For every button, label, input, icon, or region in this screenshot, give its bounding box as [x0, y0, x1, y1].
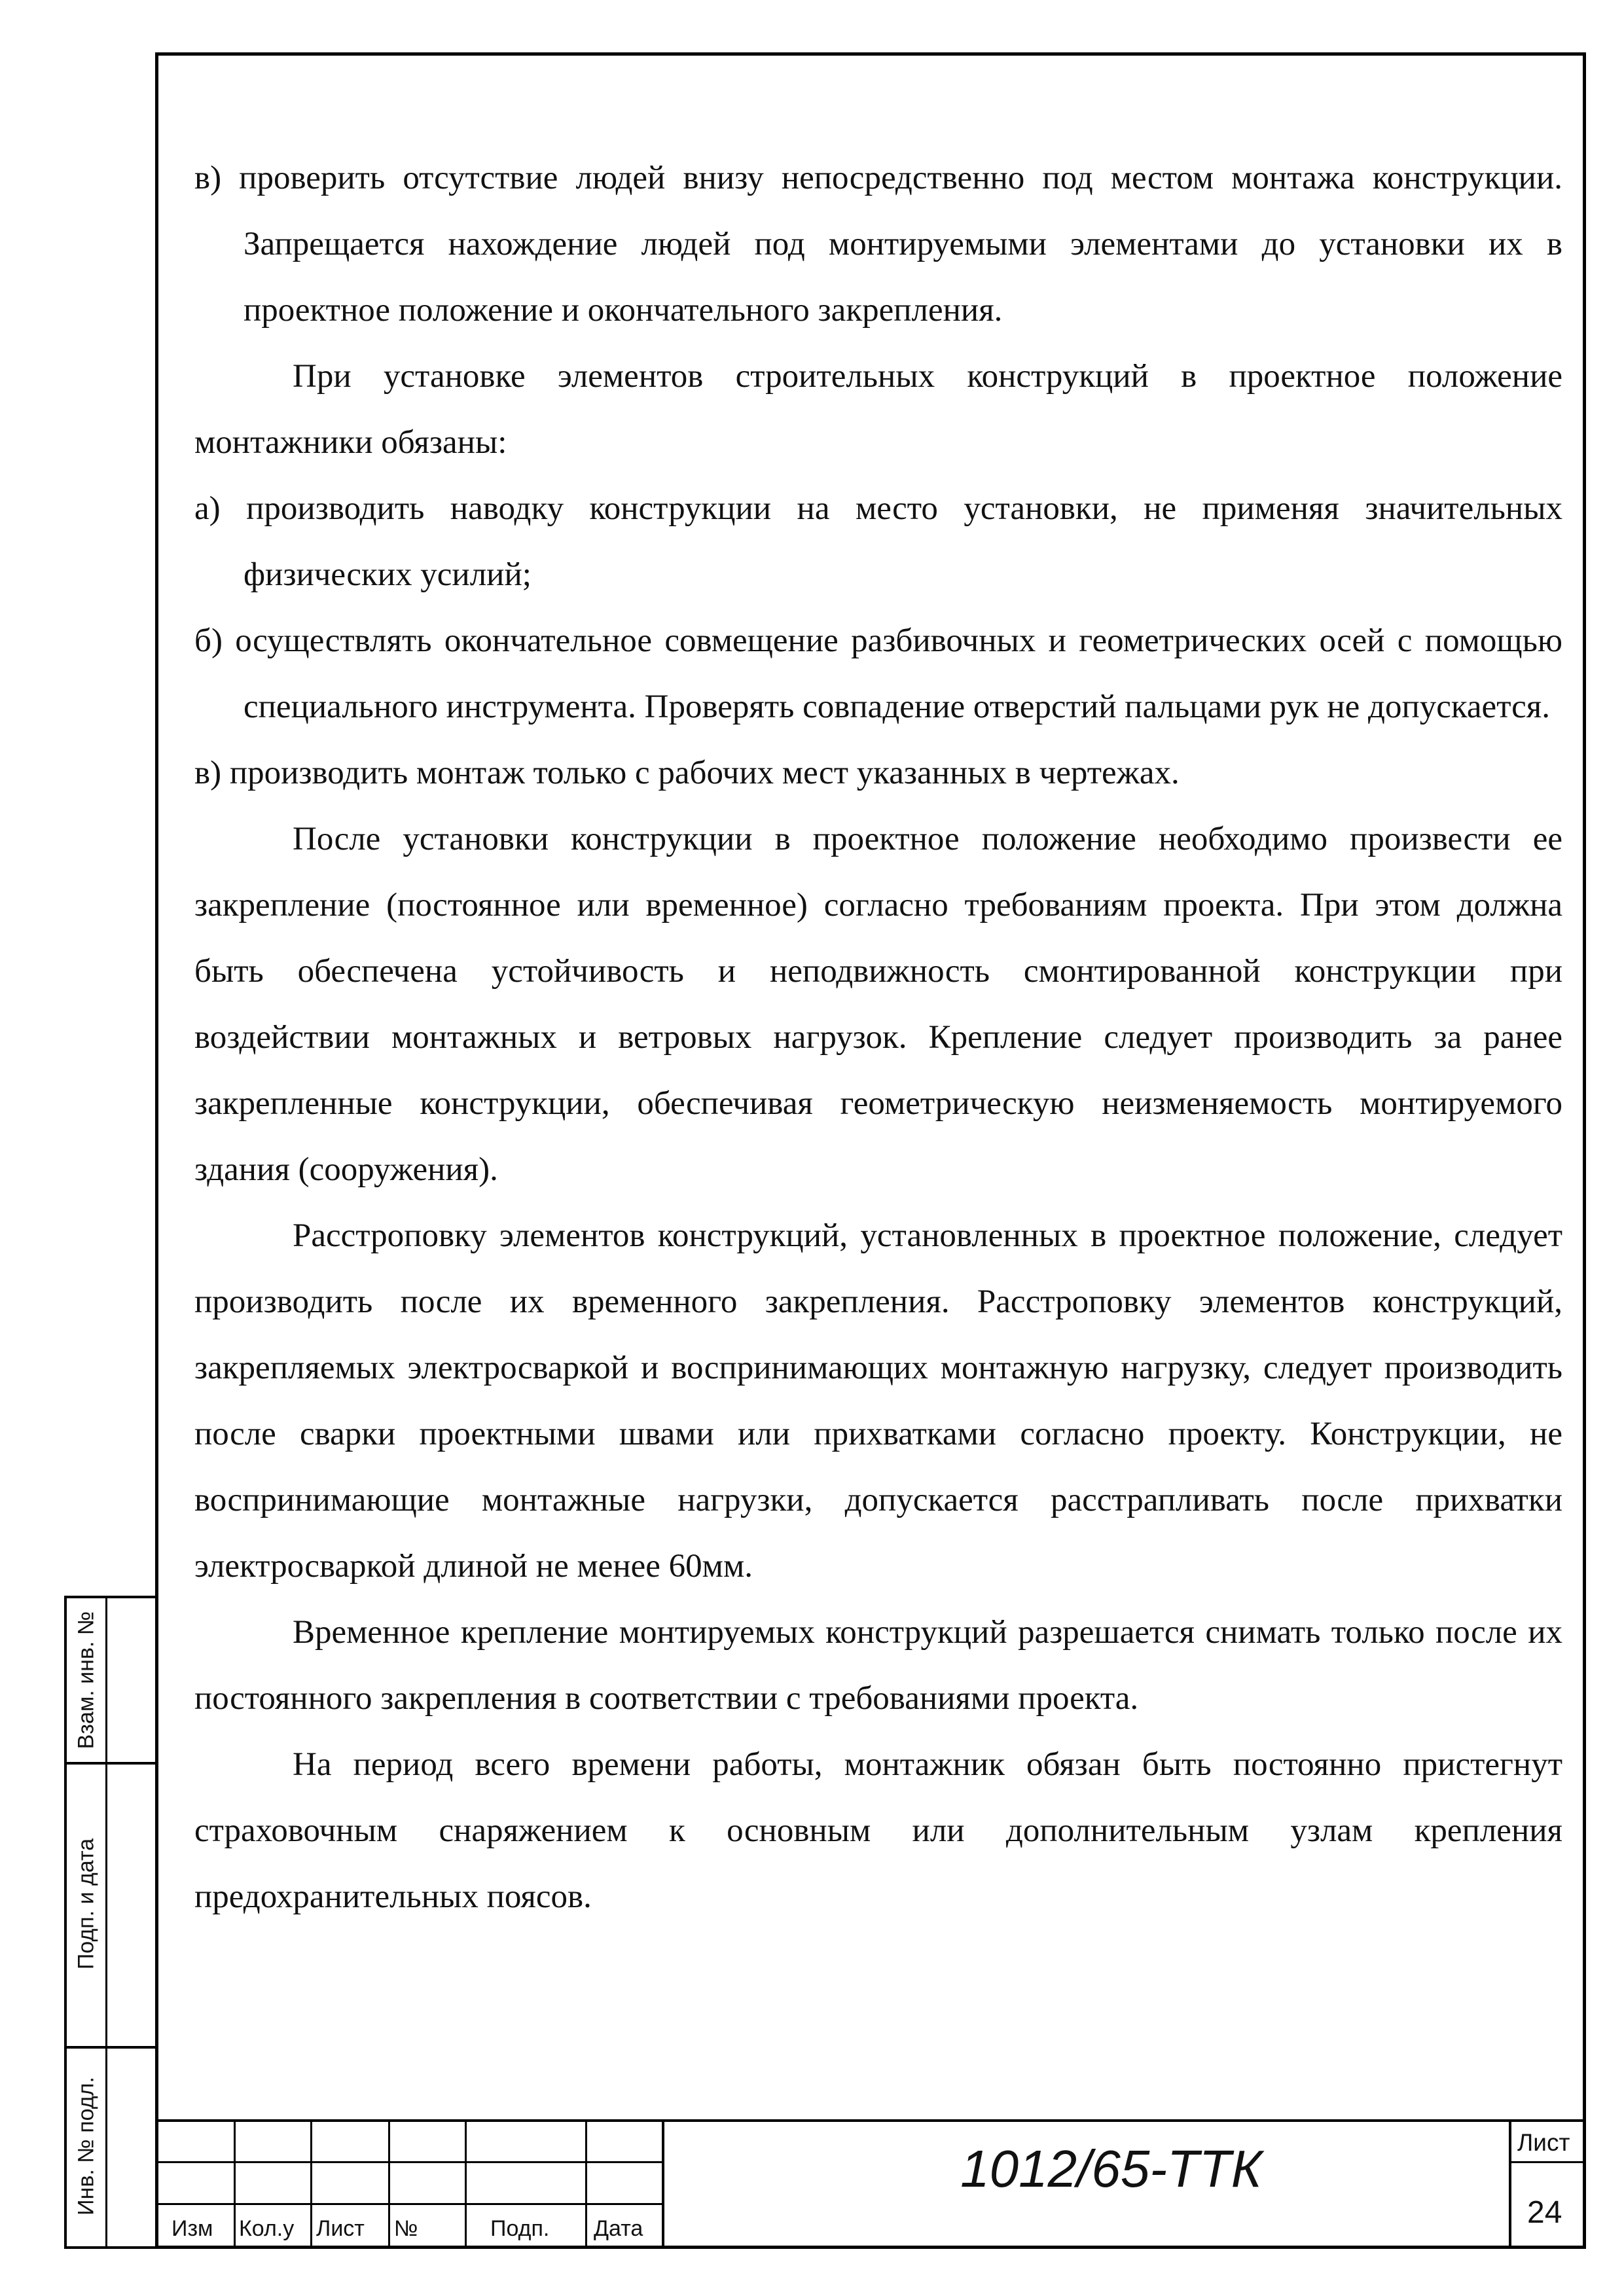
paragraph: в) производить монтаж только с рабочих мест указанных в чертежах.: [194, 755, 1180, 791]
paragraph: а) производить наводку конструкции на место установки, не применяя значительных физических усилий;: [194, 490, 1562, 593]
column-signature: Подп.: [490, 2216, 550, 2241]
document-code: 1012/65-ТТК: [960, 2140, 1262, 2198]
column-doc-number: №: [394, 2216, 418, 2241]
column-list: Лист: [316, 2216, 365, 2241]
paragraph: Временное крепление монтируемых конструкций разрешается снимать только после их постоянного закрепления в соответствии с требованиями проекта.: [194, 1614, 1562, 1717]
side-stamp-signature-date: [64, 1762, 155, 2049]
sheet-number: 24: [1527, 2195, 1562, 2230]
side-stamp-label: Инв. № подл.: [73, 2077, 98, 2215]
paragraph: На период всего времени работы, монтажник обязан быть постоянно пристегнут страховочным снаряжением к основным или дополнительным узлам крепления предохранительных поясов.: [194, 1746, 1562, 1915]
column-date: Дата: [594, 2216, 643, 2241]
column-izm: Изм: [171, 2216, 213, 2241]
paragraph: При установке элементов строительных конструкций в проектное положение монтажники обязаны:: [194, 358, 1562, 461]
side-stamp-label: Подп. и дата: [73, 1838, 98, 1970]
paragraph: б) осуществлять окончательное совмещение разбивочных и геометрических осей с помощью специального инструмента. Проверять совпадение отверстий пальцами рук не допускается.: [194, 622, 1562, 725]
column-kol-uch: Кол.у: [239, 2216, 295, 2241]
body-text: [194, 145, 1562, 1930]
side-stamp-original-inv: [64, 2046, 155, 2249]
side-stamp-substitute-inv: [64, 1596, 155, 1765]
paragraph: в) проверить отсутствие людей внизу непосредственно под местом монтажа конструкции. Запрещается нахождение людей под монтируемыми элементами до установки их в проектное положение и окончательного закрепления.: [194, 160, 1562, 329]
side-stamp-label: Взам. инв. №: [73, 1611, 98, 1749]
paragraph: После установки конструкции в проектное положение необходимо произвести ее закрепление (постоянное или временное) согласно требованиям проекта. При этом должна быть обеспечена устойчивость и неподвижность смонтированной конструкции при воздействии монтажных и ветровых нагрузок. Крепление следует производить за ранее закрепленные конструкции, обеспечивая геометрическую неизменяемость монтируемого здания (сооружения).: [194, 821, 1562, 1188]
sheet-label: Лист: [1517, 2129, 1570, 2156]
paragraph: Расстроповку элементов конструкций, установленных в проектное положение, следует производить после их временного закрепления. Расстроповку элементов конструкций, закрепляемых электросваркой и воспринимающих монтажную нагрузку, следует производить после сварки проектными швами или прихватками согласно проекту. Конструкции, не воспринимающие монтажные нагрузки, допускается расстрапливать после прихватки электросваркой длиной не менее 60мм.: [194, 1217, 1562, 1585]
